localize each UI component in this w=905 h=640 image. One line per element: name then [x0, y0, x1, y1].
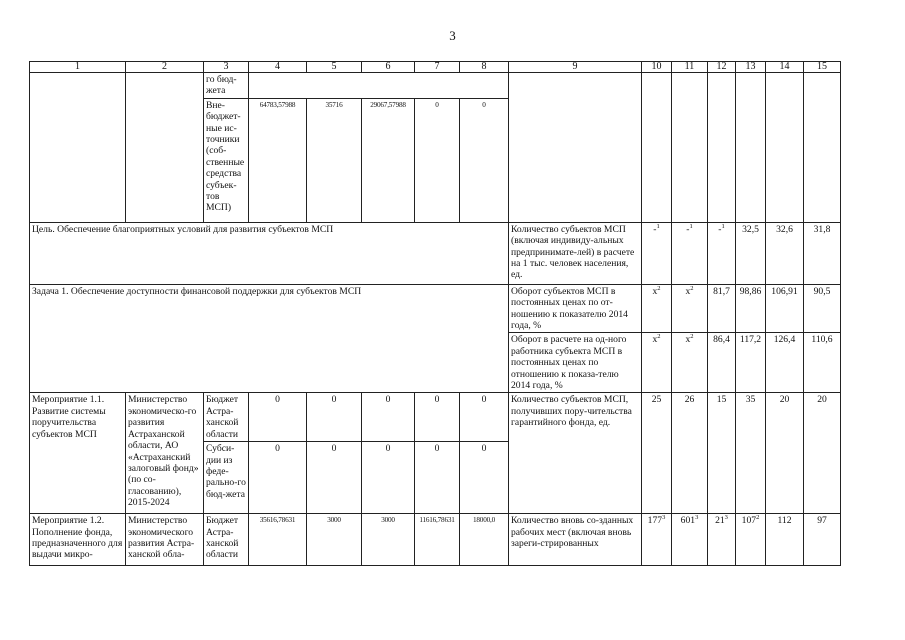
footnote-mark: 1 [656, 222, 660, 230]
value-cell: 29067,57988 [362, 98, 415, 222]
value-cell: x [685, 285, 691, 297]
source-cell: Бюджет Астра-ханской области [204, 514, 249, 566]
value-cell: 3000 [362, 514, 415, 566]
measure-name: Мероприятие 1.2. Пополнение фонда, предназначенного для выдачи микро- [30, 514, 126, 566]
header-row [30, 62, 841, 73]
value-cell: 20 [766, 393, 804, 514]
value-cell: 0 [307, 393, 362, 442]
source-cell: Субси-дии из феде-рально-го бюд-жета [204, 442, 249, 514]
value-cell: 0 [460, 98, 509, 222]
value-cell: 26 [672, 393, 708, 514]
value-cell: 0 [307, 442, 362, 514]
footnote-mark: 1 [689, 222, 693, 230]
value-cell: 18000,0 [460, 514, 509, 566]
footnote-mark: 2 [657, 333, 661, 341]
value-cell: 0 [415, 393, 460, 442]
executor-cell: Министерство экономическо-го развития Астраханской области, АО «Астраханский залоговый фонд» (по со-гласованию), 2015-2024 [126, 393, 204, 514]
value-cell: 25 [642, 393, 672, 514]
value-cell: 98,86 [736, 284, 766, 333]
header-cell: 15 [804, 62, 841, 73]
table-row [30, 73, 841, 99]
value-cell: 0 [460, 393, 509, 442]
value-cell: 0 [249, 393, 307, 442]
value-cell: 64783,57988 [249, 98, 307, 222]
value-cell: 31,8 [804, 222, 841, 284]
header-cell: 10 [642, 62, 672, 73]
goal-row [30, 222, 841, 284]
value-cell: 601 [680, 515, 696, 527]
value-cell: 0 [362, 393, 415, 442]
value-cell: 177 [647, 515, 663, 527]
source-cell: Бюджет Астра-ханской области [204, 393, 249, 442]
value-cell: 35 [736, 393, 766, 514]
value-cell: 86,4 [708, 333, 736, 393]
footnote-mark: 2 [657, 284, 661, 292]
value-cell: - [653, 223, 657, 235]
indicator-cell: Количество вновь со-зданных рабочих мест (включая вновь зареги-стрированных [509, 514, 642, 566]
header-cell: 8 [460, 62, 509, 73]
header-cell: 6 [362, 62, 415, 73]
value-cell: 112 [766, 514, 804, 566]
footnote-mark: 1 [721, 222, 725, 230]
footnote-mark: 3 [662, 513, 666, 521]
value-cell: x [685, 334, 691, 346]
value-cell: 0 [415, 98, 460, 222]
value-cell: 0 [415, 442, 460, 514]
value-cell: 0 [249, 442, 307, 514]
source-cell: го бюд-жета [204, 73, 249, 99]
value-cell: 97 [804, 514, 841, 566]
value-cell: 81,7 [708, 284, 736, 333]
value-cell: 20 [804, 393, 841, 514]
indicator-cell: Количество субъектов МСП, получивших пору-чительства гарантийного фонда, ед. [509, 393, 642, 514]
header-cell: 2 [126, 62, 204, 73]
header-cell: 1 [30, 62, 126, 73]
footnote-mark: 2 [756, 513, 760, 521]
value-cell: x [652, 285, 658, 297]
page-number: 3 [449, 28, 456, 43]
value-cell: 11616,78631 [415, 514, 460, 566]
indicator-cell: Количество субъектов МСП (включая индивиду-альных предпринимате-лей) в расчете на 1 тыс. человек населения, ед. [509, 222, 642, 284]
footnote-mark: 2 [690, 333, 694, 341]
indicator-cell: Оборот субъектов МСП в постоянных ценах по от-ношению к показателю 2014 года, % [509, 284, 642, 333]
value-cell: 35616,78631 [249, 514, 307, 566]
header-cell: 13 [736, 62, 766, 73]
header-cell: 11 [672, 62, 708, 73]
value-cell: 126,4 [766, 333, 804, 393]
value-cell: 107 [741, 515, 757, 527]
header-cell: 14 [766, 62, 804, 73]
value-cell: 21 [715, 515, 725, 527]
value-cell: 32,5 [736, 222, 766, 284]
value-cell: x [652, 334, 658, 346]
value-cell: - [686, 223, 690, 235]
value-cell: 0 [460, 442, 509, 514]
measure-row [30, 514, 841, 566]
task-row [30, 284, 841, 333]
measure-row [30, 393, 841, 442]
indicator-cell: Оборот в расчете на од-ного работника субъекта МСП в постоянных ценах по отношению к показа-телю 2014 года, % [509, 333, 642, 393]
task-text: Задача 1. Обеспечение доступности финансовой поддержки для субъектов МСП [30, 284, 509, 393]
source-cell: Вне-бюджет-ные ис-точники (соб-ственные средства субъек-тов МСП) [204, 98, 249, 222]
measure-name: Мероприятие 1.1. Развитие системы поручительства субъектов МСП [30, 393, 126, 514]
value-cell: 110,6 [804, 333, 841, 393]
value-cell: 3000 [307, 514, 362, 566]
value-cell: 15 [708, 393, 736, 514]
header-cell: 12 [708, 62, 736, 73]
value-cell: 32,6 [766, 222, 804, 284]
header-cell: 4 [249, 62, 307, 73]
value-cell: 106,91 [766, 284, 804, 333]
footnote-mark: 3 [724, 513, 728, 521]
program-table [29, 61, 841, 566]
footnote-mark: 3 [695, 513, 699, 521]
value-cell: - [718, 223, 722, 235]
value-cell: 0 [362, 442, 415, 514]
value-cell: 35716 [307, 98, 362, 222]
header-cell: 3 [204, 62, 249, 73]
header-cell: 7 [415, 62, 460, 73]
header-cell: 9 [509, 62, 642, 73]
value-cell: 90,5 [804, 284, 841, 333]
goal-text: Цель. Обеспечение благоприятных условий для развития субъектов МСП [30, 222, 509, 284]
value-cell: 117,2 [736, 333, 766, 393]
header-cell: 5 [307, 62, 362, 73]
footnote-mark: 2 [690, 284, 694, 292]
executor-cell: Министерство экономического развития Астра-ханской обла- [126, 514, 204, 566]
